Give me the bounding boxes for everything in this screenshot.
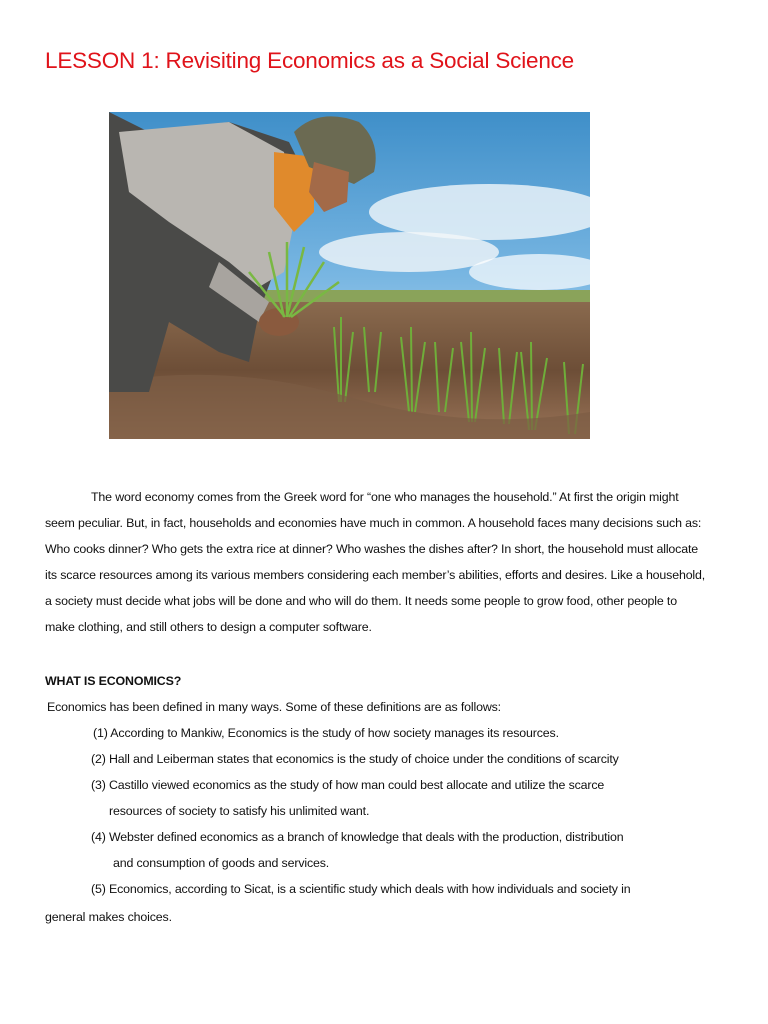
definition-5-continued: general makes choices. bbox=[45, 910, 172, 924]
paragraph-line-5: a society must decide what jobs will be done and who will do them. It needs some people to grow food, other people to bbox=[45, 594, 677, 608]
lesson-title: LESSON 1: Revisiting Economics as a Social Science bbox=[45, 48, 574, 73]
definition-2: (2) Hall and Leiberman states that economics is the study of choice under the conditions of scarcity bbox=[91, 752, 619, 766]
section-heading: WHAT IS ECONOMICS? bbox=[45, 674, 182, 688]
paragraph-line-3: Who cooks dinner? Who gets the extra rice at dinner? Who washes the dishes after? In short, the household must allocate bbox=[45, 542, 698, 556]
paragraph-line-6: make clothing, and still others to design a computer software. bbox=[45, 620, 372, 634]
section-intro: Economics has been defined in many ways. Some of these definitions are as follows: bbox=[47, 700, 501, 714]
definition-4: (4) Webster defined economics as a branch of knowledge that deals with the production, distribution bbox=[91, 830, 624, 844]
paragraph-line-4: its scarce resources among its various members considering each member’s abilities, efforts and desires. Like a household, bbox=[45, 568, 706, 582]
definition-4-continued: and consumption of goods and services. bbox=[113, 856, 330, 870]
definition-3-continued: resources of society to satisfy his unlimited want. bbox=[109, 804, 370, 818]
rice-farmer-photo bbox=[109, 112, 590, 439]
definition-1: (1) According to Mankiw, Economics is the study of how society manages its resources. bbox=[93, 726, 559, 740]
paragraph-line-2: seem peculiar. But, in fact, households and economies have much in common. A household faces many decisions such as: bbox=[45, 516, 702, 530]
definition-5: (5) Economics, according to Sicat, is a scientific study which deals with how individuals and society in bbox=[91, 882, 631, 896]
definition-3: (3) Castillo viewed economics as the study of how man could best allocate and utilize the scarce bbox=[91, 778, 605, 792]
paragraph-line-1: The word economy comes from the Greek word for “one who manages the household.” At first the origin might bbox=[91, 490, 679, 504]
